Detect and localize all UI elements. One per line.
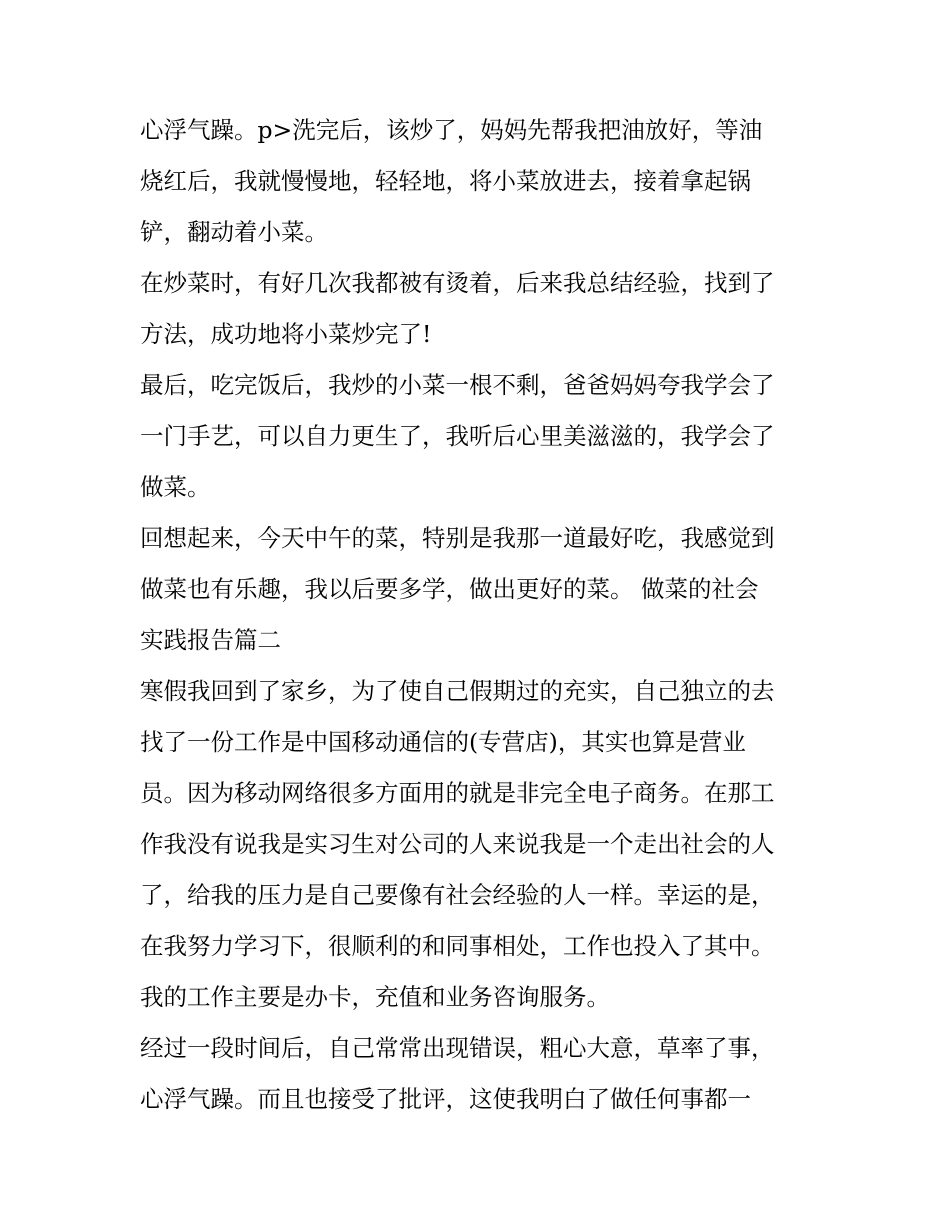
- text-line: 心浮气躁。p>洗完后，该炒了，妈妈先帮我把油放好，等油: [140, 116, 763, 144]
- text-line: 烧红后，我就慢慢地，轻轻地，将小菜放进去，接着拿起锅: [140, 167, 751, 195]
- text-line: 方法，成功地将小菜炒完了!: [140, 320, 432, 348]
- text-line: 最后，吃完饭后，我炒的小菜一根不剩，爸爸妈妈夸我学会了: [140, 371, 775, 399]
- text-line: 我的工作主要是办卡，充值和业务咨询服务。: [140, 983, 610, 1011]
- text-line: 回想起来，今天中午的菜，特别是我那一道最好吃，我感觉到: [140, 524, 775, 552]
- text-line: 一门手艺，可以自力更生了，我听后心里美滋滋的，我学会了: [140, 422, 775, 450]
- text-line: 找了一份工作是中国移动通信的(专营店)，其实也算是营业: [140, 728, 746, 756]
- text-line: 心浮气躁。而且也接受了批评，这使我明白了做任何事都一: [140, 1085, 751, 1113]
- text-line: 寒假我回到了家乡，为了使自己假期过的充实，自己独立的去: [140, 677, 775, 705]
- text-line: 铲，翻动着小菜。: [140, 218, 328, 246]
- text-line: 了，给我的压力是自己要像有社会经验的人一样。幸运的是，: [140, 881, 775, 909]
- text-line: 在炒菜时，有好几次我都被有烫着，后来我总结经验，找到了: [140, 269, 775, 297]
- text-line: 做菜也有乐趣，我以后要多学，做出更好的菜。 做菜的社会: [140, 575, 759, 603]
- text-line: 员。因为移动网络很多方面用的就是非完全电子商务。在那工: [140, 779, 775, 807]
- text-line: 在我努力学习下，很顺利的和同事相处，工作也投入了其中。: [140, 932, 775, 960]
- text-line: 作我没有说我是实习生对公司的人来说我是一个走出社会的人: [140, 830, 775, 858]
- text-line: 经过一段时间后，自己常常出现错误，粗心大意，草率了事，: [140, 1034, 775, 1062]
- text-line: 做菜。: [140, 473, 211, 501]
- text-line: 实践报告篇二: [140, 626, 281, 654]
